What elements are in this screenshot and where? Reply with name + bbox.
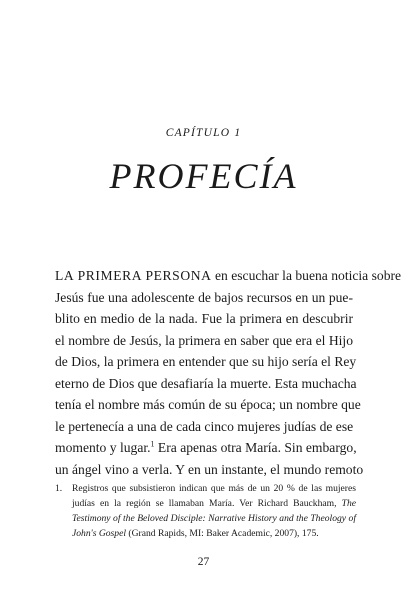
body-line-1-rest: en escuchar la buena noticia sobre (211, 268, 402, 283)
footnote-line-3 (72, 511, 356, 526)
footnote-line-2-pre: judías en la región se llamaban María. Ver Richard Bauckham, (72, 498, 342, 509)
body-line-3: blito en medio de la nada. Fue la primera en descubrir (55, 311, 353, 326)
body-line-5: de Dios, la primera en entender que su hijo sería el Rey (55, 354, 357, 369)
page-number: 27 (197, 556, 210, 568)
body-line-6: eterno de Dios que desafiaría la muerte. Esta muchacha (55, 375, 357, 391)
footnote-marker: 1. (55, 483, 63, 494)
footnote-text (72, 481, 356, 541)
footnote-book-title-start: The (341, 498, 356, 509)
footnote-line-4 (72, 526, 356, 541)
lead-in-small-caps: LA PRIMERA PERSONA (55, 268, 212, 283)
body-line-9-before: momento y lugar. (55, 440, 151, 455)
body-line-1 (55, 265, 402, 287)
footnote-reference: 1 (150, 439, 155, 449)
body-line-4: el nombre de Jesús, la primera en saber que era el Hijo (55, 332, 353, 348)
footnote-line-1: Registros que subsistieron indican que más de un 20 % de las mujeres (72, 483, 356, 494)
body-line-10: un ángel vino a verla. Y en un instante, el mundo remoto (55, 461, 364, 477)
footnote-line-2 (72, 496, 356, 511)
body-line-9-after: Era apenas otra María. Sin embargo, (154, 440, 357, 455)
body-line-7: tenía el nombre más común de su época; un nombre que (55, 397, 361, 412)
body-line-2: Jesús fue una adolescente de bajos recursos en un pue- (55, 289, 353, 305)
footnote-citation: (Grand Rapids, MI: Baker Academic, 2007), 175. (126, 528, 319, 539)
footnote-book-title-middle: Testimony of the Beloved Disciple: Narrative History and the Theology of (72, 513, 356, 524)
footnote (55, 481, 355, 541)
chapter-title: PROFECÍA (109, 156, 298, 196)
footnote-book-title-end: John's Gospel (72, 528, 127, 539)
body-line-8: le pertenecía a una de cada cinco mujeres judías de ese (55, 418, 354, 434)
body-paragraph (55, 265, 402, 480)
body-line-9 (55, 437, 357, 459)
chapter-label: CAPÍTULO 1 (165, 127, 242, 139)
